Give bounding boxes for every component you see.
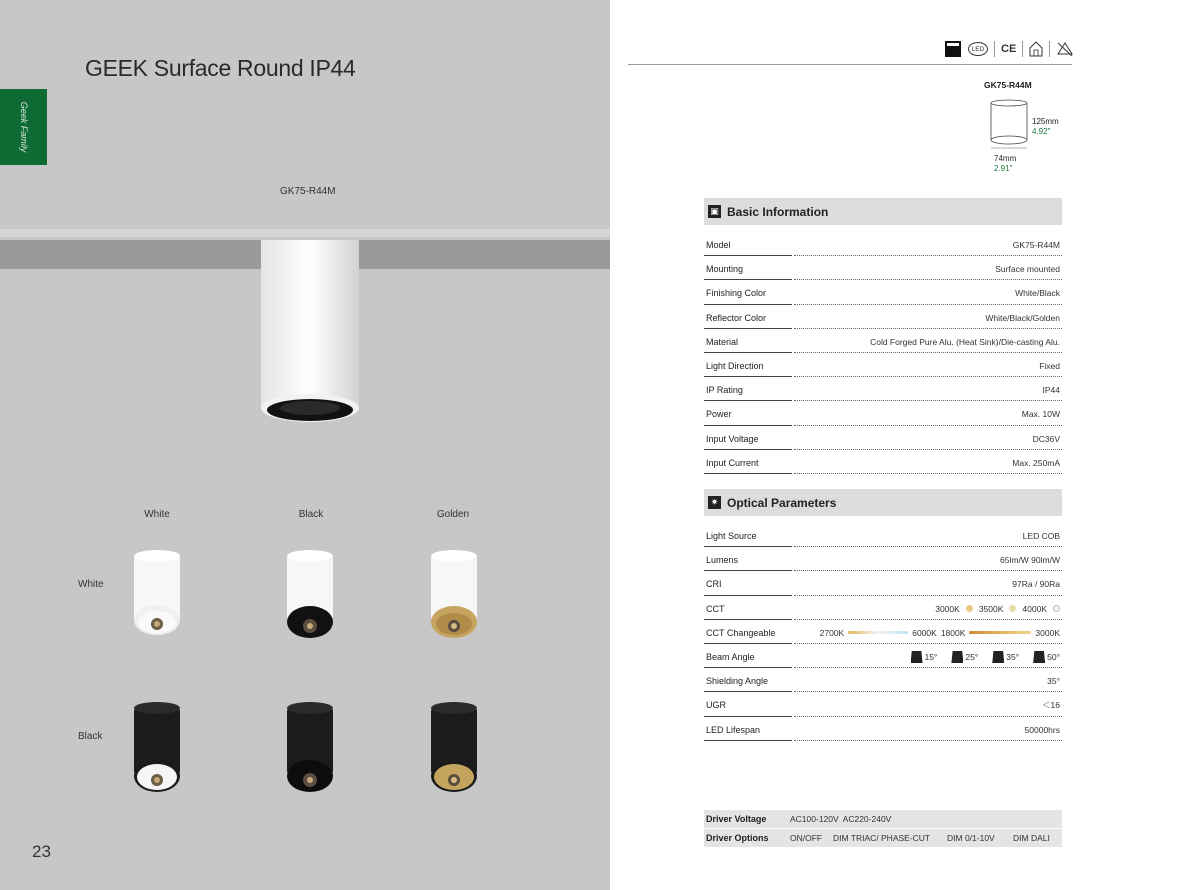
spec-row-cct (704, 597, 1062, 621)
spec-value: Cold Forged Pure Alu. (Heat Sink)/Die-casting Alu. (870, 336, 1060, 347)
width-in: 2.91" (994, 164, 1013, 173)
variant-white-white-image (133, 550, 181, 638)
spec-label: IP Rating (706, 385, 743, 396)
cct-values (935, 604, 1060, 614)
driver-voltage-value: AC220-240V (842, 814, 892, 824)
spec-label: Model (706, 240, 731, 251)
spec-label: Beam Angle (706, 652, 755, 663)
spec-value: Max. 10W (1021, 409, 1060, 420)
spec-row-cct-changeable (704, 621, 1062, 645)
cct-value-4000k: 4000K (1022, 603, 1047, 614)
spec-value: White/Black (1015, 288, 1060, 299)
certification-icons (944, 38, 1074, 60)
cert-divider (994, 41, 995, 57)
driver-option: DIM 0/1-10V (947, 833, 995, 843)
basic-information-rows (704, 233, 1062, 475)
spec-row-model (704, 233, 1062, 257)
variant-white-black-image (286, 550, 334, 640)
cert-divider (1022, 41, 1023, 57)
cct-value-3500k: 3500K (978, 603, 1004, 614)
driver-options-row (704, 829, 1062, 847)
variant-black-golden-image (430, 702, 478, 794)
driver-option: DIM DALI (1013, 833, 1050, 843)
dimension-model-label: GK75-R44M (984, 80, 1032, 90)
spec-label: Input Voltage (706, 433, 759, 444)
variant-black-white-image (133, 702, 181, 794)
spec-row-mounting (704, 257, 1062, 281)
sun-icon: ✷ (708, 496, 721, 509)
cct-range2-start: 1800K (940, 627, 966, 638)
driver-voltage-label: Driver Voltage (706, 814, 767, 824)
beam-25 (951, 651, 978, 663)
driver-voltage-value: AC100-120V (790, 814, 839, 824)
spec-row-input-current (704, 451, 1062, 475)
led-cert-icon: LED (968, 42, 988, 56)
optical-parameters-rows (704, 524, 1062, 742)
beam-value: 15° (924, 652, 938, 663)
indoor-icon (1029, 40, 1043, 58)
spec-row-material (704, 330, 1062, 354)
column-label-golden: Golden (436, 509, 470, 520)
cct-range1-start: 2700K (819, 627, 845, 638)
row-label-black: Black (78, 731, 103, 742)
spec-panel (610, 0, 1200, 890)
spec-value: 65lm/W 90lm/W (1000, 555, 1060, 566)
dimension-drawing (988, 98, 1030, 154)
beam-cone-icon (911, 651, 923, 663)
spec-label: Light Source (706, 531, 757, 542)
page-number: 23 (32, 842, 51, 861)
cct-range2-end: 3000K (1035, 627, 1060, 638)
beam-cone-icon (992, 651, 1004, 663)
hero-model-label: GK75-R44M (280, 186, 336, 197)
family-tab (0, 89, 47, 165)
width-mm: 74mm (994, 154, 1017, 163)
spec-label: Reflector Color (706, 312, 767, 323)
driver-options-label: Driver Options (706, 833, 769, 843)
spec-row-power (704, 402, 1062, 426)
spec-row-shielding-angle (704, 669, 1062, 693)
column-label-white: White (144, 509, 170, 520)
no-cover-insulation-icon (1056, 40, 1074, 58)
spec-row-input-voltage (704, 427, 1062, 451)
cct-changeable-values (820, 628, 1060, 638)
column-label-black: Black (298, 509, 324, 520)
spec-value: Max. 250mA (1012, 457, 1060, 468)
ce-cert-icon: CE (1001, 43, 1017, 55)
driver-option: ON/OFF (790, 833, 823, 843)
spec-value: IP44 (1042, 385, 1060, 396)
spec-value: Fixed (1039, 361, 1060, 372)
page-title: GEEK Surface Round IP44 (85, 55, 356, 81)
beam-value: 25° (965, 652, 979, 663)
spec-value: LED COB (1022, 531, 1060, 542)
spec-label: CRI (706, 579, 722, 590)
spec-value: GK75-R44M (1012, 240, 1060, 251)
spec-row-led-lifespan (704, 718, 1062, 742)
chip-icon: ▣ (708, 205, 721, 218)
height-dimension (1032, 117, 1059, 137)
width-dimension (994, 154, 1016, 174)
spec-row-ip-rating (704, 378, 1062, 402)
basic-information-section (704, 198, 1062, 475)
spec-label: Power (706, 409, 732, 420)
spec-row-lumens (704, 548, 1062, 572)
beam-value: 50° (1047, 652, 1060, 663)
spec-row-light-direction (704, 354, 1062, 378)
spec-label: LED Lifespan (706, 724, 761, 735)
spec-value: 35° (1047, 676, 1060, 687)
cct-swatch-icon (1053, 605, 1060, 612)
spec-value: 97Ra / 90Ra (1012, 579, 1060, 590)
optical-parameters-section (704, 489, 1062, 742)
spec-label: Shielding Angle (706, 676, 769, 687)
spec-label: CCT Changeable (706, 627, 776, 638)
cert-divider (1049, 41, 1050, 57)
spec-label: Input Current (706, 457, 759, 468)
cct-swatch-icon (1009, 605, 1016, 612)
driver-voltage-row (704, 810, 1062, 828)
section-title: Basic Information (727, 204, 829, 219)
ceiling-highlight (0, 229, 610, 237)
cct-gradient-bar (969, 631, 1031, 634)
spec-value: Surface mounted (995, 264, 1060, 275)
spec-row-beam-angle (704, 645, 1062, 669)
cct-range1-end: 6000K (912, 627, 937, 638)
spec-label: Mounting (706, 264, 744, 275)
spec-value: DC36V (1032, 433, 1060, 444)
beam-value: 35° (1006, 652, 1020, 663)
height-in: 4.92" (1032, 127, 1051, 136)
spec-row-finishing-color (704, 281, 1062, 305)
beam-cone-icon (951, 651, 963, 663)
beam-35 (992, 651, 1019, 663)
beam-50 (1033, 651, 1060, 663)
spec-row-light-source (704, 524, 1062, 548)
hero-lamp-image (261, 240, 359, 425)
beam-angle-values (897, 651, 1060, 663)
spec-value: ＜16 (1042, 700, 1060, 711)
optical-parameters-header (704, 489, 1062, 516)
header-rule (628, 64, 1072, 65)
beam-15 (911, 651, 938, 663)
variant-black-black-image (286, 702, 334, 794)
spec-row-reflector-color (704, 306, 1062, 330)
spec-row-cri (704, 572, 1062, 596)
spec-label: Light Direction (706, 361, 764, 372)
driver-option: DIM TRIAC/ PHASE-CUT (833, 833, 931, 843)
beam-cone-icon (1033, 651, 1045, 663)
spec-label: Finishing Color (706, 288, 767, 299)
cct-swatch-icon (966, 605, 973, 612)
height-mm: 125mm (1032, 117, 1059, 126)
spec-label: Lumens (706, 555, 739, 566)
family-tab-label: Geek Family (18, 101, 29, 153)
basic-information-header (704, 198, 1062, 225)
spec-label: CCT (706, 603, 725, 614)
spec-row-ugr (704, 693, 1062, 717)
spec-value: White/Black/Golden (985, 312, 1060, 323)
cct-value-3000k: 3000K (935, 603, 960, 614)
surface-mount-icon (944, 40, 962, 58)
spec-label: Material (706, 336, 739, 347)
section-title: Optical Parameters (727, 495, 837, 510)
variant-white-golden-image (430, 550, 478, 640)
spec-label: UGR (706, 700, 726, 711)
spec-value: 50000hrs (1024, 724, 1060, 735)
row-label-white: White (78, 579, 104, 590)
cct-gradient-bar (848, 631, 908, 634)
